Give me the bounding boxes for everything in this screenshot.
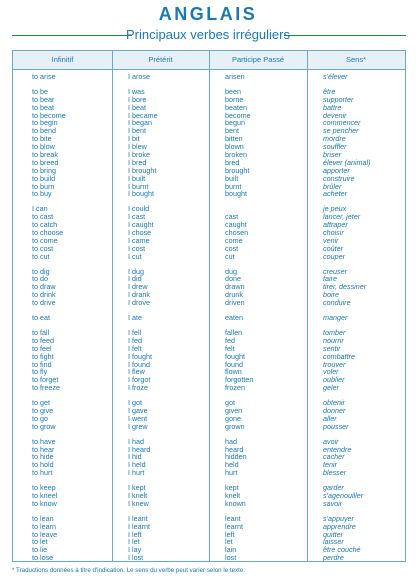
infinitif-cell: to drive xyxy=(32,298,56,308)
participe-cell: built xyxy=(225,173,239,183)
participe-cell: cut xyxy=(225,251,235,261)
table-row xyxy=(13,268,405,276)
infinitif-cell: to fall xyxy=(32,327,50,337)
infinitif-cell: to bite xyxy=(32,134,52,144)
sens-cell: aller xyxy=(323,413,337,423)
participe-cell: felt xyxy=(225,343,235,353)
table-row xyxy=(13,384,405,392)
preterit-cell: I leant xyxy=(128,513,148,523)
preterit-cell: I could xyxy=(128,204,150,214)
participe-cell: known xyxy=(225,498,246,508)
preterit-cell: I went xyxy=(128,413,148,423)
infinitif-cell: to fight xyxy=(32,351,54,361)
participe-cell: heard xyxy=(225,444,244,454)
table-row xyxy=(13,492,405,500)
participe-cell: got xyxy=(225,398,235,408)
preterit-cell: I learnt xyxy=(128,521,150,531)
preterit-cell: I fought xyxy=(128,351,152,361)
infinitif-cell: to feel xyxy=(32,343,52,353)
table-row xyxy=(13,423,405,431)
infinitif-cell: to burn xyxy=(32,181,55,191)
group-spacer xyxy=(13,477,405,484)
infinitif-cell: to go xyxy=(32,413,48,423)
sens-cell: être couché xyxy=(323,545,361,555)
preterit-cell: I hurt xyxy=(128,468,145,478)
table-row xyxy=(13,237,405,245)
participe-cell: cost xyxy=(225,243,239,253)
sens-cell: perdre xyxy=(323,553,344,563)
preterit-cell: I drank xyxy=(128,290,150,300)
participe-cell: found xyxy=(225,359,243,369)
infinitif-cell: to cast xyxy=(32,212,54,222)
sens-cell: quitter xyxy=(323,529,343,539)
preterit-cell: I had xyxy=(128,436,144,446)
participe-cell: broken xyxy=(225,150,247,160)
participe-cell: caught xyxy=(225,220,247,230)
participe-cell: blown xyxy=(225,142,244,152)
sens-cell: savoir xyxy=(323,498,343,508)
participe-cell: become xyxy=(225,110,251,120)
participe-cell: had xyxy=(225,436,237,446)
sens-cell: voler xyxy=(323,367,339,377)
table-row xyxy=(13,314,405,322)
sens-cell: avoir xyxy=(323,436,339,446)
participe-cell: fed xyxy=(225,335,235,345)
preterit-cell: I felt xyxy=(128,343,142,353)
infinitif-cell: to lean xyxy=(32,513,54,523)
table-row xyxy=(13,96,405,104)
infinitif-cell: to learn xyxy=(32,521,56,531)
sens-cell: coûter xyxy=(323,243,343,253)
sens-cell: élever (animal) xyxy=(323,157,371,167)
sens-cell: tirer, dessiner xyxy=(323,282,367,292)
table-row xyxy=(13,446,405,454)
infinitif-cell: to draw xyxy=(32,282,56,292)
sens-cell: tomber xyxy=(323,327,346,337)
sens-cell: je peux xyxy=(323,204,347,214)
infinitif-cell: to leave xyxy=(32,529,58,539)
infinitif-cell: to cost xyxy=(32,243,54,253)
preterit-cell: I grew xyxy=(128,421,148,431)
preterit-cell: I cost xyxy=(128,243,146,253)
sens-cell: brûler xyxy=(323,181,342,191)
infinitif-cell: to beat xyxy=(32,102,54,112)
infinitif-cell: to get xyxy=(32,398,50,408)
infinitif-cell: to give xyxy=(32,405,54,415)
infinitif-cell: to hurt xyxy=(32,468,53,478)
sens-cell: donner xyxy=(323,405,346,415)
sens-cell: choisir xyxy=(323,228,344,238)
sens-cell: conduire xyxy=(323,298,351,308)
preterit-cell: I lay xyxy=(128,545,142,555)
participe-cell: arisen xyxy=(225,72,245,81)
participe-cell: bitten xyxy=(225,134,243,144)
sens-cell: cacher xyxy=(323,452,345,462)
participe-cell: borne xyxy=(225,94,244,104)
page-subtitle: Principaux verbes irréguliers xyxy=(125,27,290,42)
table-row xyxy=(13,73,405,81)
group-spacer xyxy=(13,198,405,205)
group-spacer xyxy=(13,322,405,329)
participe-cell: drunk xyxy=(225,290,243,300)
table-row xyxy=(13,461,405,469)
group-spacer xyxy=(13,392,405,399)
participe-cell: learnt xyxy=(225,521,243,531)
sens-cell: creuser xyxy=(323,266,347,276)
infinitif-cell: to break xyxy=(32,150,58,160)
infinitif-cell: to cut xyxy=(32,251,50,261)
sens-cell: faire xyxy=(323,274,337,284)
infinitif-cell: to hide xyxy=(32,452,54,462)
preterit-cell: I froze xyxy=(128,383,148,393)
preterit-cell: I arose xyxy=(128,72,150,81)
preterit-cell: I forgot xyxy=(128,375,151,385)
table-row xyxy=(13,175,405,183)
infinitif-cell: to forget xyxy=(32,375,59,385)
participe-cell: grown xyxy=(225,421,245,431)
sens-cell: garder xyxy=(323,483,344,493)
infinitif-cell: to build xyxy=(32,173,56,183)
table-row xyxy=(13,245,405,253)
infinitif-cell: to lie xyxy=(32,545,48,555)
preterit-cell: I brought xyxy=(128,165,157,175)
infinitif-cell: to catch xyxy=(32,220,58,230)
participe-cell: kept xyxy=(225,483,239,493)
sens-cell: obtenir xyxy=(323,398,345,408)
preterit-cell: I broke xyxy=(128,150,150,160)
participe-cell: eaten xyxy=(225,313,243,323)
infinitif-cell: to hear xyxy=(32,444,55,454)
sens-cell: geler xyxy=(323,383,339,393)
sens-cell: mordre xyxy=(323,134,346,144)
preterit-cell: I blew xyxy=(128,142,147,152)
infinitif-cell: to begin xyxy=(32,118,58,128)
preterit-cell: I bit xyxy=(128,134,140,144)
sens-cell: battre xyxy=(323,102,342,112)
sens-cell: apporter xyxy=(323,165,350,175)
title-rule-right xyxy=(284,35,406,36)
participe-cell: beaten xyxy=(225,102,247,112)
table-row xyxy=(13,469,405,477)
infinitif-cell: I can xyxy=(32,204,48,214)
participe-cell: frozen xyxy=(225,383,245,393)
infinitif-cell: to bend xyxy=(32,126,56,136)
participe-cell: forgotten xyxy=(225,375,254,385)
table-row xyxy=(13,376,405,384)
preterit-cell: I kept xyxy=(128,483,146,493)
infinitif-cell: to drink xyxy=(32,290,56,300)
preterit-cell: I chose xyxy=(128,228,152,238)
participe-cell: left xyxy=(225,529,235,539)
participe-cell: knelt xyxy=(225,490,241,500)
table-row xyxy=(13,554,405,562)
infinitif-cell: to let xyxy=(32,537,48,547)
preterit-cell: I bent xyxy=(128,126,146,136)
participe-cell: flown xyxy=(225,367,242,377)
sens-cell: couper xyxy=(323,251,345,261)
preterit-cell: I came xyxy=(128,235,150,245)
sens-cell: sentir xyxy=(323,343,341,353)
footnote: * Traductions données à titre d'indication. Le sens du verbe peut varier selon le texte. xyxy=(12,567,246,574)
infinitif-cell: to lose xyxy=(32,553,54,563)
sens-cell: souffler xyxy=(323,142,347,152)
participe-cell: bred xyxy=(225,157,240,167)
participe-cell: brought xyxy=(225,165,250,175)
preterit-cell: I found xyxy=(128,359,150,369)
sens-cell: construire xyxy=(323,173,355,183)
participe-cell: driven xyxy=(225,298,245,308)
participe-cell: burnt xyxy=(225,181,242,191)
participe-cell: come xyxy=(225,235,243,245)
group-spacer xyxy=(13,431,405,438)
sens-cell: pousser xyxy=(323,421,349,431)
table-body xyxy=(13,73,405,562)
table-row xyxy=(13,221,405,229)
preterit-cell: I lost xyxy=(128,553,144,563)
preterit-cell: I gave xyxy=(128,405,148,415)
sens-cell: attraper xyxy=(323,220,348,230)
table-row xyxy=(13,368,405,376)
preterit-cell: I bought xyxy=(128,189,154,199)
preterit-cell: I did xyxy=(128,274,142,284)
sens-cell: apprendre xyxy=(323,521,356,531)
infinitif-cell: to hold xyxy=(32,460,54,470)
table-row xyxy=(13,253,405,261)
sens-cell: nourrir xyxy=(323,335,344,345)
sens-cell: lancer, jeter xyxy=(323,212,361,222)
page-title: ANGLAIS xyxy=(158,4,258,24)
preterit-cell: I became xyxy=(128,110,158,120)
preterit-cell: I was xyxy=(128,86,145,96)
participe-cell: gone xyxy=(225,413,241,423)
table-row xyxy=(13,353,405,361)
infinitif-cell: to dig xyxy=(32,266,50,276)
header-preterit: Prétérit xyxy=(148,55,173,64)
infinitif-cell: to eat xyxy=(32,313,50,323)
infinitif-cell: to feed xyxy=(32,335,54,345)
table-row xyxy=(13,283,405,291)
infinitif-cell: to breed xyxy=(32,157,59,167)
participe-cell: fallen xyxy=(225,327,243,337)
participe-cell: fought xyxy=(225,351,245,361)
table-row xyxy=(13,143,405,151)
preterit-cell: I fed xyxy=(128,335,142,345)
participe-cell: lost xyxy=(225,553,237,563)
preterit-cell: I caught xyxy=(128,220,154,230)
participe-cell: hidden xyxy=(225,452,247,462)
preterit-cell: I knew xyxy=(128,498,149,508)
sens-cell: s'élever xyxy=(323,72,348,81)
preterit-cell: I heard xyxy=(128,444,151,454)
preterit-cell: I bore xyxy=(128,94,147,104)
preterit-cell: I flew xyxy=(128,367,145,377)
participe-cell: cast xyxy=(225,212,239,222)
preterit-cell: I cast xyxy=(128,212,146,222)
preterit-cell: I beat xyxy=(128,102,146,112)
table-row xyxy=(13,229,405,237)
participe-cell: given xyxy=(225,405,243,415)
preterit-cell: I began xyxy=(128,118,152,128)
preterit-cell: I drew xyxy=(128,282,148,292)
participe-cell: been xyxy=(225,86,241,96)
header-infinitif: Infinitif xyxy=(51,55,74,64)
table-row xyxy=(13,546,405,554)
infinitif-cell: to kneel xyxy=(32,490,58,500)
infinitif-cell: to come xyxy=(32,235,58,245)
infinitif-cell: to blow xyxy=(32,142,55,152)
infinitif-cell: to choose xyxy=(32,228,64,238)
participe-cell: done xyxy=(225,274,241,284)
sens-cell: s'appuyer xyxy=(323,513,354,523)
sens-cell: venir xyxy=(323,235,339,245)
preterit-cell: I held xyxy=(128,460,146,470)
participe-cell: bought xyxy=(225,189,247,199)
table-row xyxy=(13,127,405,135)
sens-cell: laisser xyxy=(323,537,344,547)
infinitif-cell: to grow xyxy=(32,421,56,431)
table-row xyxy=(13,531,405,539)
preterit-cell: I cut xyxy=(128,251,142,261)
sens-cell: commencer xyxy=(323,118,361,128)
table-row xyxy=(13,337,405,345)
sens-cell: boire xyxy=(323,290,339,300)
infinitif-cell: to fly xyxy=(32,367,48,377)
participe-cell: bent xyxy=(225,126,239,136)
table-row xyxy=(13,523,405,531)
header-participe: Participe Passé xyxy=(231,55,285,64)
infinitif-cell: to find xyxy=(32,359,52,369)
sens-cell: trouver xyxy=(323,359,346,369)
infinitif-cell: to become xyxy=(32,110,66,120)
sens-cell: briser xyxy=(323,150,341,160)
table-row xyxy=(13,329,405,337)
verbs-table xyxy=(12,50,406,562)
sens-cell: manger xyxy=(323,313,348,323)
participe-cell: lain xyxy=(225,545,237,555)
infinitif-cell: to bear xyxy=(32,94,55,104)
sens-cell: combattre xyxy=(323,351,355,361)
preterit-cell: I ate xyxy=(128,313,142,323)
sens-cell: tenir xyxy=(323,460,337,470)
sens-cell: se pencher xyxy=(323,126,359,136)
table-row xyxy=(13,453,405,461)
infinitif-cell: to bring xyxy=(32,165,56,175)
preterit-cell: I drove xyxy=(128,298,150,308)
infinitif-cell: to know xyxy=(32,498,57,508)
sens-cell: entendre xyxy=(323,444,352,454)
sens-cell: acheter xyxy=(323,189,347,199)
table-row xyxy=(13,500,405,508)
participe-cell: hurt xyxy=(225,468,238,478)
participe-cell: dug xyxy=(225,266,237,276)
sens-cell: devenir xyxy=(323,110,347,120)
table-row xyxy=(13,299,405,307)
table-row xyxy=(13,399,405,407)
table-row xyxy=(13,361,405,369)
infinitif-cell: to be xyxy=(32,86,48,96)
preterit-cell: I knelt xyxy=(128,490,148,500)
preterit-cell: I built xyxy=(128,173,146,183)
sens-cell: s'agenouiller xyxy=(323,490,364,500)
participe-cell: chosen xyxy=(225,228,249,238)
sens-cell: blesser xyxy=(323,468,347,478)
preterit-cell: I left xyxy=(128,529,142,539)
infinitif-cell: to arise xyxy=(32,72,56,81)
preterit-cell: I bred xyxy=(128,157,147,167)
preterit-cell: I hid xyxy=(128,452,142,462)
participe-cell: drawn xyxy=(225,282,245,292)
sens-cell: être xyxy=(323,86,336,96)
preterit-cell: I dug xyxy=(128,266,144,276)
infinitif-cell: to do xyxy=(32,274,48,284)
infinitif-cell: to freeze xyxy=(32,383,60,393)
participe-cell: begun xyxy=(225,118,245,128)
sens-cell: oublier xyxy=(323,375,345,385)
preterit-cell: I got xyxy=(128,398,142,408)
preterit-cell: I fell xyxy=(128,327,142,337)
preterit-cell: I burnt xyxy=(128,181,149,191)
infinitif-cell: to keep xyxy=(32,483,56,493)
group-spacer xyxy=(13,81,405,88)
infinitif-cell: to buy xyxy=(32,189,52,199)
preterit-cell: I let xyxy=(128,537,140,547)
infinitif-cell: to have xyxy=(32,436,56,446)
table-row xyxy=(13,190,405,198)
table-row xyxy=(13,407,405,415)
header-sens: Sens* xyxy=(345,55,366,64)
participe-cell: let xyxy=(225,537,233,547)
sens-cell: supporter xyxy=(323,94,354,104)
participe-cell: held xyxy=(225,460,239,470)
participe-cell: leant xyxy=(225,513,241,523)
